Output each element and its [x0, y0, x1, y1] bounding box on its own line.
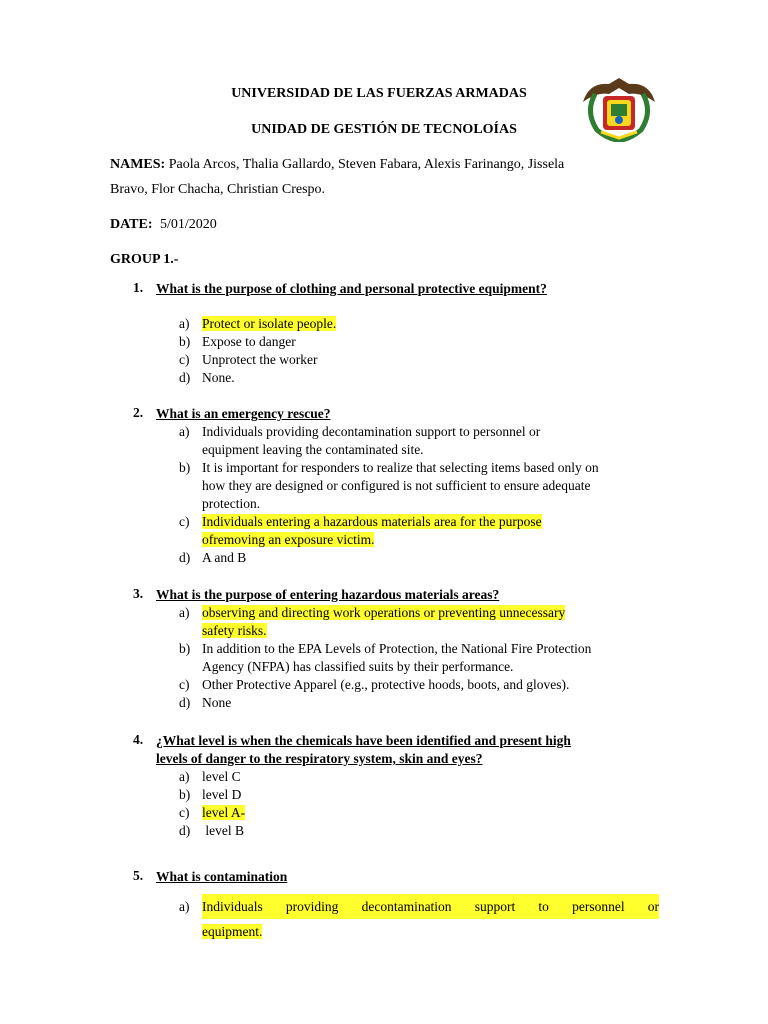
option-text: level A- [202, 805, 246, 820]
option-text-line: observing and directing work operations or preventing unnecessary [202, 605, 566, 620]
option-letter: c) [179, 514, 190, 529]
option-letter: d) [179, 823, 191, 838]
option-text: Protect or isolate people. [202, 316, 337, 331]
q1-option-c [179, 351, 659, 369]
question-text: What is the purpose of entering hazardous materials areas? [156, 587, 500, 602]
q1-option-b [179, 333, 659, 351]
option-text-line: how they are designed or configured is not sufficient to ensure adequate [202, 478, 591, 493]
option-text: level B [202, 823, 244, 838]
option-text-line: Agency (NFPA) has classified suits by their performance. [202, 659, 514, 674]
question-text: What is contamination [156, 869, 288, 884]
question-3 [133, 586, 653, 604]
option-letter: c) [179, 805, 190, 820]
option-text-line: ofremoving an exposure victim. [202, 532, 375, 547]
q1-option-d [179, 369, 659, 387]
question-text: What is an emergency rescue? [156, 406, 331, 421]
option-text-line: Individuals providing decontamination support to personnel or [202, 424, 541, 439]
q4-option-c [179, 804, 659, 822]
option-letter: a) [179, 424, 190, 439]
date-value: 5/01/2020 [160, 217, 217, 232]
option-text-line: It is important for responders to realize that selecting items based only on [202, 460, 599, 475]
question-number: 4. [133, 732, 144, 747]
option-letter: a) [179, 316, 190, 331]
names-value-1: Paola Arcos, Thalia Gallardo, Steven Fabara, Alexis Farinango, Jissela [168, 157, 565, 172]
question-number: 3. [133, 586, 144, 601]
option-letter: a) [179, 899, 190, 914]
option-letter: a) [179, 769, 190, 784]
names-line-2: Bravo, Flor Chacha, Christian Crespo. [110, 182, 326, 197]
question-number: 5. [133, 868, 144, 883]
option-text: level C [202, 769, 241, 784]
question-text-line: ¿What level is when the chemicals have been identified and present high [156, 733, 571, 748]
q1-option-a [179, 315, 659, 333]
option-letter: c) [179, 677, 190, 692]
question-text: What is the purpose of clothing and personal protective equipment? [156, 281, 547, 296]
date-label: DATE: [110, 217, 153, 232]
date-line [110, 217, 217, 233]
option-letter: a) [179, 605, 190, 620]
group-heading: GROUP 1.- [110, 252, 179, 267]
option-text: Unprotect the worker [202, 352, 318, 367]
option-letter: d) [179, 370, 191, 385]
q3-option-d [179, 694, 659, 712]
option-letter: c) [179, 352, 190, 367]
q4-option-b [179, 786, 659, 804]
option-letter: b) [179, 787, 191, 802]
option-letter: d) [179, 695, 191, 710]
option-letter: b) [179, 460, 191, 475]
option-text: None [202, 695, 232, 710]
option-letter: b) [179, 641, 191, 656]
option-text-line: equipment leaving the contaminated site. [202, 442, 424, 457]
option-text-line: protection. [202, 496, 261, 511]
question-number: 1. [133, 280, 144, 295]
option-text: Expose to danger [202, 334, 296, 349]
option-text: A and B [202, 550, 247, 565]
q3-option-c [179, 676, 659, 694]
university-crest-logo [579, 72, 659, 142]
q4-option-a [179, 768, 659, 786]
option-text-line: safety risks. [202, 623, 267, 638]
question-text-line: levels of danger to the respiratory system, skin and eyes? [156, 751, 483, 766]
question-number: 2. [133, 405, 144, 420]
option-text-line: In addition to the EPA Levels of Protection, the National Fire Protection [202, 641, 592, 656]
option-text: None. [202, 370, 235, 385]
q4-option-d [179, 822, 659, 840]
q2-option-b [179, 459, 659, 513]
unit-title: UNIDAD DE GESTIÓN DE TECNOLOÍAS [251, 122, 517, 137]
question-2 [133, 405, 653, 423]
university-title: UNIVERSIDAD DE LAS FUERZAS ARMADAS [231, 86, 527, 101]
option-letter: b) [179, 334, 191, 349]
option-text: level D [202, 787, 242, 802]
q2-option-c [179, 513, 659, 549]
q3-option-b [179, 640, 659, 676]
question-4 [133, 732, 653, 768]
names-line-1 [110, 157, 564, 173]
q2-option-d [179, 549, 659, 567]
question-5 [133, 868, 653, 886]
option-text: Other Protective Apparel (e.g., protective hoods, boots, and gloves). [202, 677, 570, 692]
q5-option-a [179, 894, 659, 944]
option-text-line: Individuals entering a hazardous materials area for the purpose [202, 514, 542, 529]
q2-option-a [179, 423, 659, 459]
question-1 [133, 280, 653, 298]
names-label: NAMES: [110, 157, 166, 172]
option-text-line: Individuals providing decontamination support to personnel or [202, 894, 659, 919]
q3-option-a [179, 604, 659, 640]
option-letter: d) [179, 550, 191, 565]
option-text-line: equipment. [202, 924, 263, 939]
